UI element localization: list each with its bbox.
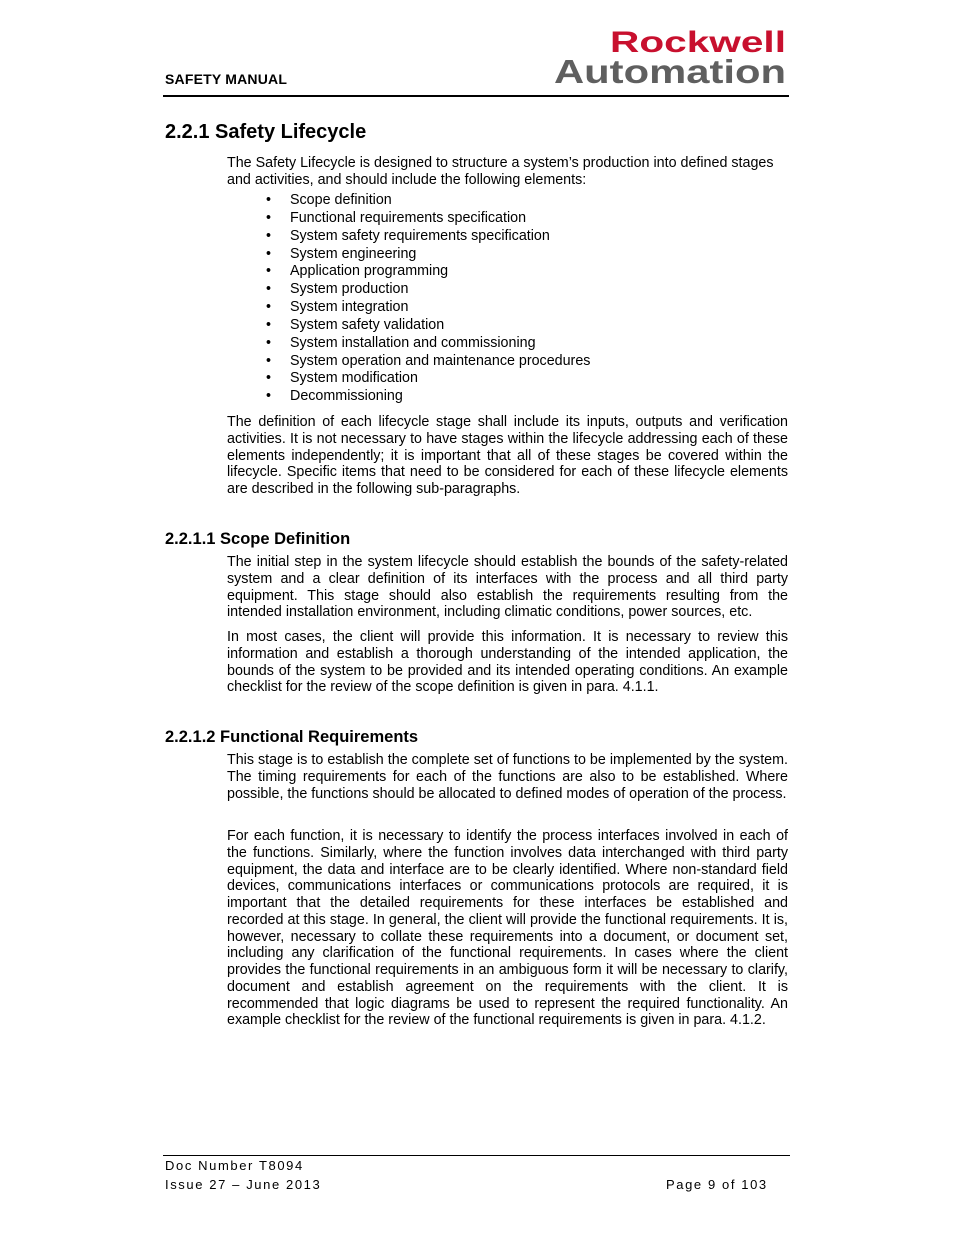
- list-item: [266, 370, 590, 388]
- list-item-label: System safety validation: [290, 316, 445, 333]
- footer-divider: [163, 1155, 790, 1156]
- bullet-icon: •: [266, 209, 272, 226]
- bullet-icon: •: [266, 316, 272, 333]
- list-item: [266, 317, 590, 335]
- list-item: [266, 388, 590, 406]
- list-item: [266, 228, 590, 246]
- footer-issue: Issue 27 – June 2013: [165, 1177, 322, 1192]
- bullet-icon: •: [266, 352, 272, 369]
- functional-requirements-paragraph-1: This stage is to establish the complete set of functions to be implemented by the system. The timing requirements for each of the functions are also to be established. Where possible, the functions should be allocated to defined modes of operation of the process.: [227, 752, 788, 802]
- bullet-icon: •: [266, 192, 272, 208]
- list-item-label: Functional requirements specification: [290, 209, 527, 226]
- bullet-icon: •: [266, 388, 272, 405]
- list-item-label: Application programming: [290, 263, 449, 280]
- list-item: [266, 263, 590, 281]
- functional-requirements-heading: 2.2.1.2 Functional Requirements: [165, 728, 419, 746]
- section-heading: 2.2.1 Safety Lifecycle: [165, 121, 367, 143]
- list-item-label: System integration: [290, 299, 409, 316]
- rockwell-automation-logo: [553, 27, 789, 85]
- list-item: [266, 192, 590, 210]
- list-item-label: System modification: [290, 370, 418, 387]
- list-item: [266, 246, 590, 264]
- list-item: [266, 281, 590, 299]
- scope-definition-paragraph-2: In most cases, the client will provide this information. It is necessary to review this information and establish a thorough understanding of the intended application, the bounds of the system to be provided and its intended operating conditions. An example checklist for the review of the scope definition is given in para. 4.1.1.: [227, 629, 788, 696]
- list-item-label: System production: [290, 281, 409, 298]
- lifecycle-elements-list: [266, 192, 590, 406]
- list-item-label: System installation and commissioning: [290, 334, 536, 351]
- bullet-icon: •: [266, 281, 272, 298]
- list-item-label: System operation and maintenance procedures: [290, 352, 591, 369]
- section-closing-paragraph: The definition of each lifecycle stage shall include its inputs, outputs and verification activities. It is not necessary to have stages within the lifecycle addressing each of these elements independently; it is important that all of these stages be covered within the lifecycle. Specific items that need to be considered for each of these lifecycle elements are described in the following sub-paragraphs.: [227, 414, 788, 497]
- bullet-icon: •: [266, 299, 272, 316]
- header-divider: [163, 95, 789, 97]
- footer-doc-number: Doc Number T8094: [165, 1158, 304, 1173]
- logo-wordmark-rockwell: Rockwell: [610, 27, 786, 59]
- list-item: [266, 353, 590, 371]
- running-header-title: SAFETY MANUAL: [165, 71, 288, 87]
- scope-definition-heading: 2.2.1.1 Scope Definition: [165, 530, 351, 548]
- list-item-label: System engineering: [290, 245, 417, 262]
- footer-page-number: Page 9 of 103: [666, 1177, 768, 1192]
- section-intro-paragraph: The Safety Lifecycle is designed to structure a system’s production into defined stages and activities, and should include the following elements:: [227, 155, 774, 188]
- bullet-icon: •: [266, 370, 272, 387]
- list-item-label: System safety requirements specification: [290, 227, 550, 244]
- list-item: [266, 210, 590, 228]
- bullet-icon: •: [266, 334, 272, 351]
- functional-requirements-paragraph-2: For each function, it is necessary to identify the process interfaces involved in each of the functions. Similarly, where the function involves data interchanged with third party equipment, the data and interface are to be clearly identified. Where non-standard field devices, communications interfaces or communications protocols are required, it is important that the detailed requirements for these interfaces be established and recorded at this stage. In general, the client will provide the functional requirements. It is, however, necessary to collate these requirements into a document, or document set, including any clarification of the functional requirements. In cases where the client provides the functional requirements in an ambiguous form it will be necessary to clarify, document and establish agreement on the requirements with the client. It is recommended that logic diagrams be used to represent the required functionality. An example checklist for the review of the functional requirements is given in para. 4.1.2.: [227, 828, 788, 1029]
- logo-wordmark-automation: Automation: [554, 53, 786, 85]
- list-item-label: Decommissioning: [290, 388, 403, 405]
- list-item: [266, 335, 590, 353]
- scope-definition-paragraph-1: The initial step in the system lifecycle should establish the bounds of the safety-related system and a clear definition of its interfaces with the process and all third party equipment. This stage should also establish the requirements resulting from the intended installation environment, including climatic conditions, power sources, etc.: [227, 554, 788, 621]
- bullet-icon: •: [266, 227, 272, 244]
- bullet-icon: •: [266, 245, 272, 262]
- list-item: [266, 299, 590, 317]
- bullet-icon: •: [266, 263, 272, 280]
- list-item-label: Scope definition: [290, 192, 392, 208]
